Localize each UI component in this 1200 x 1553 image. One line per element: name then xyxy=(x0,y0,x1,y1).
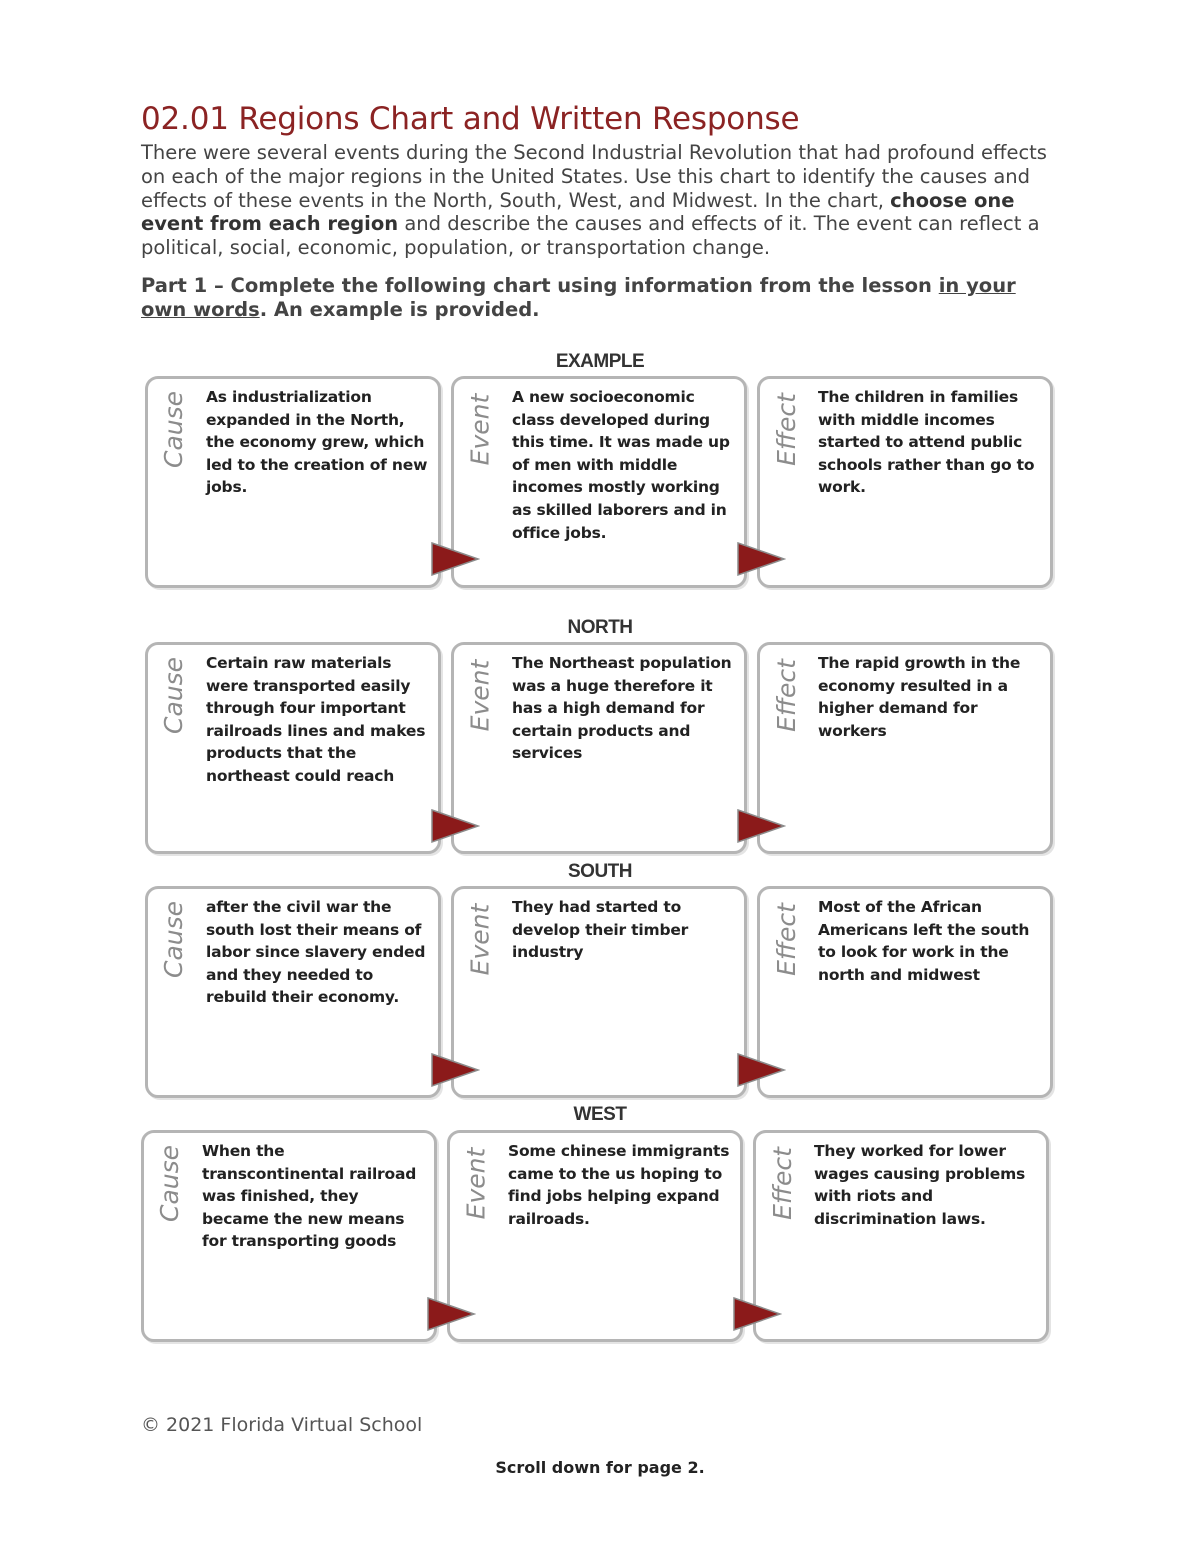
card-text[interactable]: after the civil war the south lost their means of labor since slavery ended and they needed to rebuild their economy. xyxy=(206,898,426,1007)
arrow-right-icon xyxy=(736,541,786,577)
intro-text-a: There were several events during the Second Industrial Revolution that had profound effects on each of the major regions in the United States. Use this chart to identify the causes and effects of these events in the North, South, West, and Midwest. In the chart, xyxy=(141,141,1047,212)
section-label-north: NORTH xyxy=(567,617,633,638)
intro-paragraph xyxy=(141,141,1061,260)
west-cause-card xyxy=(141,1130,437,1342)
west-event-card xyxy=(447,1130,743,1342)
card-tag: Effect xyxy=(771,392,801,466)
north-event-card xyxy=(451,642,747,854)
card-tag: Event xyxy=(465,393,495,465)
card-text[interactable]: The Northeast population was a huge therefore it has a high demand for certain products and services xyxy=(512,654,732,763)
card-text[interactable]: Most of the African Americans left the south to look for work in the north and midwest xyxy=(818,898,1030,984)
card-tag: Event xyxy=(465,903,495,975)
section-label-example: EXAMPLE xyxy=(555,351,645,372)
card-tag: Cause xyxy=(159,656,189,734)
part1-text-a: Part 1 – Complete the following chart using information from the lesson xyxy=(141,274,939,297)
card-tag: Cause xyxy=(159,390,189,468)
section-label-west: WEST xyxy=(573,1104,627,1125)
south-event-card xyxy=(451,886,747,1098)
card-text[interactable]: Certain raw materials were transported easily through four important railroads lines and makes products that the northeast could reach xyxy=(206,654,426,785)
arrow-right-icon xyxy=(430,541,480,577)
south-effect-card xyxy=(757,886,1053,1098)
card-tag: Cause xyxy=(155,1144,185,1222)
card-text[interactable]: When the transcontinental railroad was finished, they became the new means for transporting goods xyxy=(202,1142,417,1251)
part1-underlined: in your own words xyxy=(141,274,1016,321)
card-tag: Effect xyxy=(771,658,801,732)
card-tag: Cause xyxy=(159,900,189,978)
example-event-card xyxy=(451,376,747,588)
intro-text-b: and describe the causes and effects of it. The event can reflect a political, social, economic, population, or transportation change. xyxy=(141,212,1040,260)
south-cause-card xyxy=(145,886,441,1098)
arrow-right-icon xyxy=(732,1296,782,1332)
footer-scroll-note: Scroll down for page 2. xyxy=(495,1458,705,1477)
section-label-south: SOUTH xyxy=(568,861,632,882)
part1-text-b: . An example is provided. xyxy=(259,298,540,321)
card-tag: Effect xyxy=(771,902,801,976)
card-text[interactable]: Some chinese immigrants came to the us hoping to find jobs helping expand railroads. xyxy=(508,1142,730,1228)
card-text[interactable]: As industrialization expanded in the North, the economy grew, which led to the creation of new jobs. xyxy=(206,388,428,497)
card-text[interactable]: The rapid growth in the economy resulted in a higher demand for workers xyxy=(818,654,1021,740)
example-effect-card xyxy=(757,376,1053,588)
arrow-right-icon xyxy=(430,1052,480,1088)
north-effect-card xyxy=(757,642,1053,854)
arrow-right-icon xyxy=(426,1296,476,1332)
card-tag: Event xyxy=(461,1147,491,1219)
arrow-right-icon xyxy=(736,808,786,844)
arrow-right-icon xyxy=(736,1052,786,1088)
page-title: 02.01 Regions Chart and Written Response xyxy=(141,101,800,137)
west-effect-card xyxy=(753,1130,1049,1342)
card-text[interactable]: They worked for lower wages causing problems with riots and discrimination laws. xyxy=(814,1142,1026,1228)
intro-bold-instruction: choose one event from each region xyxy=(141,188,1015,236)
card-tag: Event xyxy=(465,659,495,731)
arrow-right-icon xyxy=(430,808,480,844)
footer-copyright: © 2021 Florida Virtual School xyxy=(141,1414,423,1436)
card-text[interactable]: They had started to develop their timber industry xyxy=(512,898,689,962)
part1-instructions xyxy=(141,274,1061,322)
card-text[interactable]: A new socioeconomic class developed during this time. It was made up of men with middle incomes mostly working as skilled laborers and in office jobs. xyxy=(512,388,730,542)
north-cause-card xyxy=(145,642,441,854)
example-cause-card xyxy=(145,376,441,588)
card-tag: Effect xyxy=(767,1146,797,1220)
card-text[interactable]: The children in families with middle incomes started to attend public schools rather than go to work. xyxy=(818,388,1035,497)
